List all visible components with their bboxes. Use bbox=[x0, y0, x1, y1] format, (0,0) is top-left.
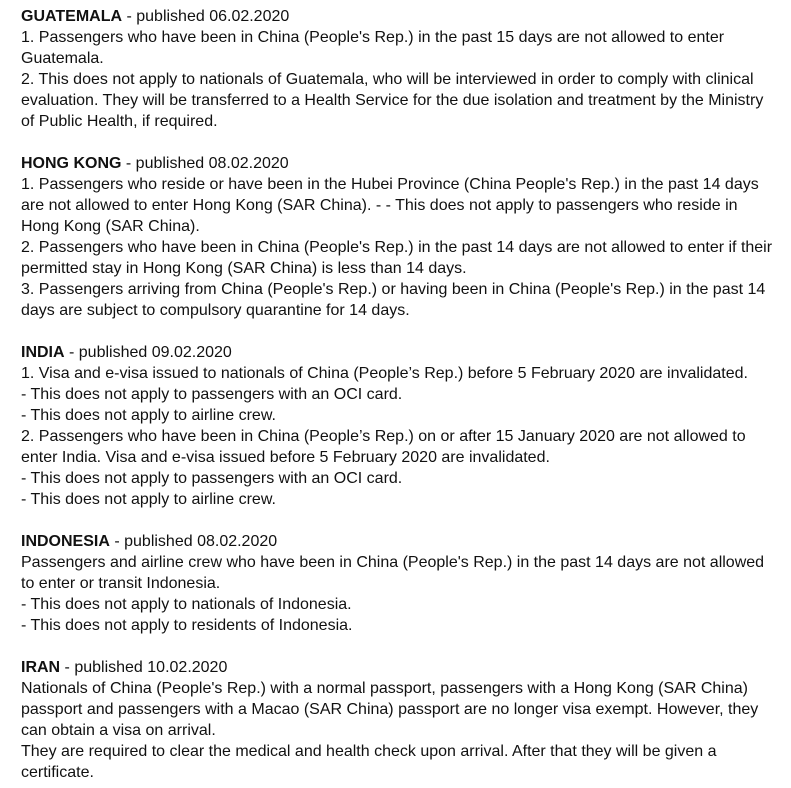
section-heading bbox=[21, 153, 779, 174]
paragraph-line: Passengers and airline crew who have been in China (People's Rep.) in the past 14 days are not allowed to enter or transit Indonesia. bbox=[21, 554, 769, 592]
country-name: HONG KONG bbox=[21, 155, 122, 172]
section-indonesia bbox=[21, 531, 779, 636]
section-heading bbox=[21, 531, 779, 552]
paragraph-line: 2. This does not apply to nationals of Guatemala, who will be interviewed in order to comply with clinical evaluation. They will be transferred to a Health Service for the due isolation and treatment by the Ministry of Public Health, if required. bbox=[21, 71, 768, 130]
paragraph-line: - This does not apply to airline crew. bbox=[21, 491, 276, 508]
section-iran bbox=[21, 657, 779, 783]
paragraph-line: 2. Passengers who have been in China (People’s Rep.) on or after 15 January 2020 are not allowed to enter India. Visa and e-visa issued before 5 February 2020 are invalidated. bbox=[21, 428, 751, 466]
paragraph-line: 1. Visa and e-visa issued to nationals of China (People’s Rep.) before 5 February 2020 are invalidated. bbox=[21, 365, 748, 382]
section-hong-kong bbox=[21, 153, 779, 321]
published-date: - published 10.02.2020 bbox=[60, 659, 228, 676]
paragraph-line: 3. Passengers arriving from China (People's Rep.) or having been in China (People's Rep.) in the past 14 days are subject to compulsory quarantine for 14 days. bbox=[21, 281, 770, 319]
paragraph-line: 2. Passengers who have been in China (People's Rep.) in the past 14 days are not allowed to enter if their permitted stay in Hong Kong (SAR China) is less than 14 days. bbox=[21, 239, 777, 277]
published-date: - published 08.02.2020 bbox=[109, 533, 278, 550]
published-date: - published 09.02.2020 bbox=[64, 344, 232, 361]
country-name: INDIA bbox=[21, 344, 65, 361]
section-heading bbox=[21, 6, 779, 27]
section-guatemala bbox=[21, 6, 779, 132]
country-name: INDONESIA bbox=[21, 533, 110, 550]
section-india bbox=[21, 342, 779, 510]
paragraph-line: - This does not apply to passengers with an OCI card. bbox=[21, 470, 403, 487]
published-date: - published 08.02.2020 bbox=[121, 155, 289, 172]
paragraph-line: - This does not apply to passengers with an OCI card. bbox=[21, 386, 403, 403]
published-date: - published 06.02.2020 bbox=[122, 8, 290, 25]
paragraph-line: They are required to clear the medical and health check upon arrival. After that they will be given a certificate. bbox=[21, 743, 721, 781]
paragraph-line: - This does not apply to residents of Indonesia. bbox=[21, 617, 353, 634]
section-heading bbox=[21, 342, 779, 363]
paragraph-line: 1. Passengers who have been in China (People's Rep.) in the past 15 days are not allowed to enter Guatemala. bbox=[21, 29, 729, 67]
country-name: IRAN bbox=[21, 659, 61, 676]
country-name: GUATEMALA bbox=[21, 8, 123, 25]
paragraph-line: - This does not apply to airline crew. bbox=[21, 407, 276, 424]
paragraph-line: Nationals of China (People's Rep.) with a normal passport, passengers with a Hong Kong (SAR China) passport and passengers with a Macao (SAR China) passport are no longer visa exempt. However, they can obtain a visa on arrival. bbox=[21, 680, 763, 739]
paragraph-line: - This does not apply to nationals of Indonesia. bbox=[21, 596, 352, 613]
section-heading bbox=[21, 657, 779, 678]
paragraph-line: 1. Passengers who reside or have been in the Hubei Province (China People's Rep.) in the past 14 days are not allowed to enter Hong Kong (SAR China). - - This does not apply to passengers who reside in Hong Kong (SAR China). bbox=[21, 176, 764, 235]
